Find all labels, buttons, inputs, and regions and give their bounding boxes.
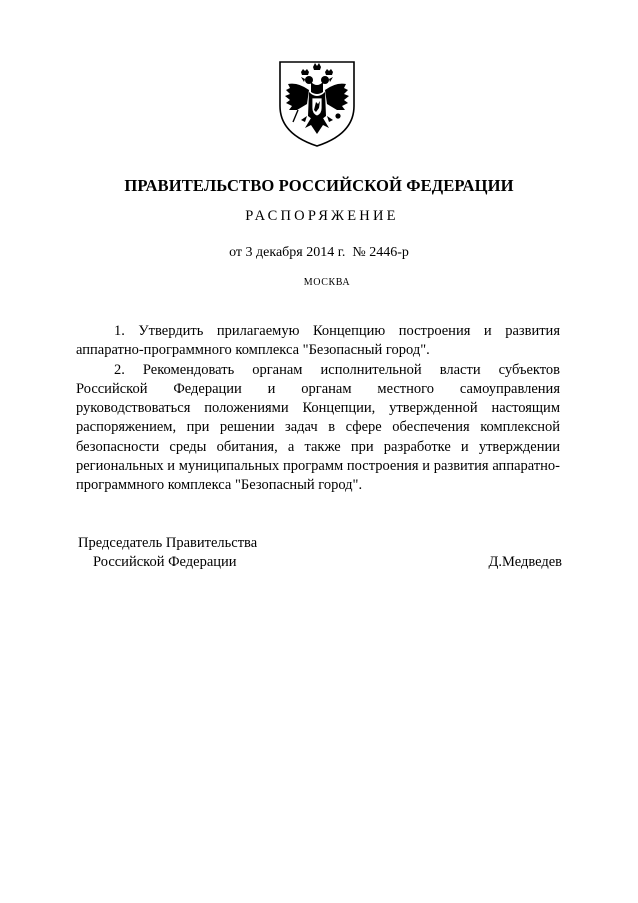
signer-name: Д.Медведев [488,554,562,571]
document-body [76,322,560,496]
organization-title: ПРАВИТЕЛЬСТВО РОССИЙСКОЙ ФЕДЕРАЦИИ [124,176,514,195]
coat-of-arms-emblem [276,58,358,148]
signer-position-line2: Российской Федерации [93,554,237,571]
signer-position-line1: Председатель Правительства [78,535,258,551]
paragraph-1: 1. Утвердить прилагаемую Концепцию построения и развития аппаратно-программного комплекса "Безопасный город". [76,323,560,359]
document-type: РАСПОРЯЖЕНИЕ [245,208,399,224]
paragraph-2: 2. Рекомендовать органам исполнительной власти субъектов Российской Федерации и органам местного самоуправления руководствоваться положениями Концепции, утвержденной настоящим распоряжением, при решении задач в сфере обеспечения комплексной безопасности среды обитания, а также при разработке и утверждении региональных и муниципальных программ построения и развития аппаратно-программного комплекса "Безопасный город". [76,361,560,494]
document-date-number: от 3 декабря 2014 г. № 2446-р [229,245,409,260]
document-city: МОСКВА [303,277,351,288]
signature-block [78,534,562,573]
